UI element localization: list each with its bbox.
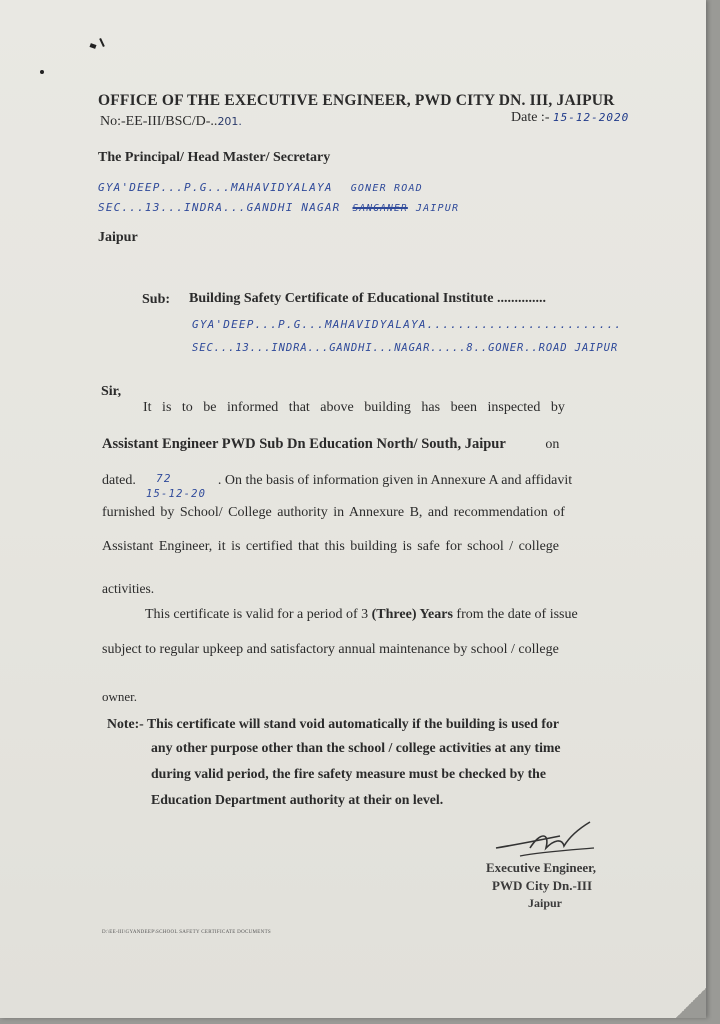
note-line-4: Education Department authority at their on level.: [151, 792, 444, 807]
paragraph-3-rest: . On the basis of information given in Annexure A and affidavit: [217, 473, 573, 488]
paragraph-2-end: on: [545, 437, 560, 452]
paragraph-1: It is to be informed that above building has been inspected by: [143, 400, 565, 415]
paragraph-5: Assistant Engineer, it is certified that this building is safe for school / college: [102, 539, 560, 554]
footer-file-path: D:\EE-III\GYANDEEP\SCHOOL SAFETY CERTIFICATE DOCUMENTS: [102, 930, 271, 935]
paragraph-2: [102, 436, 559, 453]
validity-suffix: from the date of issue: [456, 607, 578, 622]
validity-period: (Three) Years: [371, 607, 453, 622]
dated-handwritten: [146, 472, 216, 502]
paragraph-9: owner.: [102, 689, 138, 704]
addressee-sector: SEC...13...INDRA...GANDHI NAGAR: [98, 201, 341, 214]
addressee-struck-word: SANGANER: [352, 203, 408, 214]
ink-mark: [99, 38, 105, 47]
signatory-department: PWD City Dn.-III: [492, 878, 593, 893]
ink-mark: [40, 70, 44, 74]
date-value: 15-12-2020: [552, 111, 630, 124]
dated-number: 72: [156, 472, 172, 485]
addressee-line-1: [98, 178, 423, 196]
addressee-road: GONER ROAD: [350, 183, 423, 194]
signatory-city: Jaipur: [528, 896, 563, 910]
addressee-institute: GYA'DEEP...P.G...MAHAVIDYALAYA: [98, 181, 333, 194]
issue-date: [511, 110, 629, 126]
subject-label: Sub:: [142, 292, 171, 307]
note-line-2: any other purpose other than the school / college activities at any time: [151, 740, 561, 755]
ink-mark: [89, 43, 96, 49]
dated-date: 15-12-20: [146, 488, 207, 500]
signatory-title: Executive Engineer,: [486, 860, 597, 875]
date-label: Date :-: [511, 110, 550, 125]
note-line-1: Note:- This certificate will stand void automatically if the building is used for: [107, 716, 559, 731]
dated-prefix: dated.: [102, 473, 136, 488]
office-heading: OFFICE OF THE EXECUTIVE ENGINEER, PWD CITY DN. III, JAIPUR: [98, 92, 615, 109]
paragraph-8: subject to regular upkeep and satisfactory annual maintenance by school / college: [102, 642, 559, 657]
subject-address: SEC...13...INDRA...GANDHI...NAGAR.....8..GONER..ROAD JAIPUR: [192, 342, 619, 354]
paragraph-7: [145, 607, 578, 623]
note-line-3: during valid period, the fire safety measure must be checked by the: [151, 766, 546, 781]
salutation: Sir,: [101, 384, 122, 399]
subject-institute: GYA'DEEP...P.G...MAHAVIDYALAYA.........................: [192, 318, 623, 331]
paragraph-4: furnished by School/ College authority in Annexure B, and recommendation of: [102, 505, 565, 520]
addressee-city-handwritten: JAIPUR: [415, 203, 460, 214]
reference-year: 201.: [217, 115, 242, 128]
inspecting-authority: Assistant Engineer PWD Sub Dn Education North/ South, Jaipur: [102, 436, 506, 452]
reference-prefix: No:-EE-III/BSC/D-..: [100, 114, 218, 129]
addressee-line-2: [98, 198, 459, 216]
subject-text: Building Safety Certificate of Educational Institute ..............: [189, 291, 546, 306]
addressee-title: The Principal/ Head Master/ Secretary: [98, 150, 331, 165]
reference-number: [100, 114, 242, 130]
paragraph-6: activities.: [102, 581, 155, 596]
page-corner-fold: [676, 988, 706, 1018]
validity-prefix: This certificate is valid for a period of 3: [145, 607, 369, 622]
addressee-city: Jaipur: [98, 230, 138, 245]
